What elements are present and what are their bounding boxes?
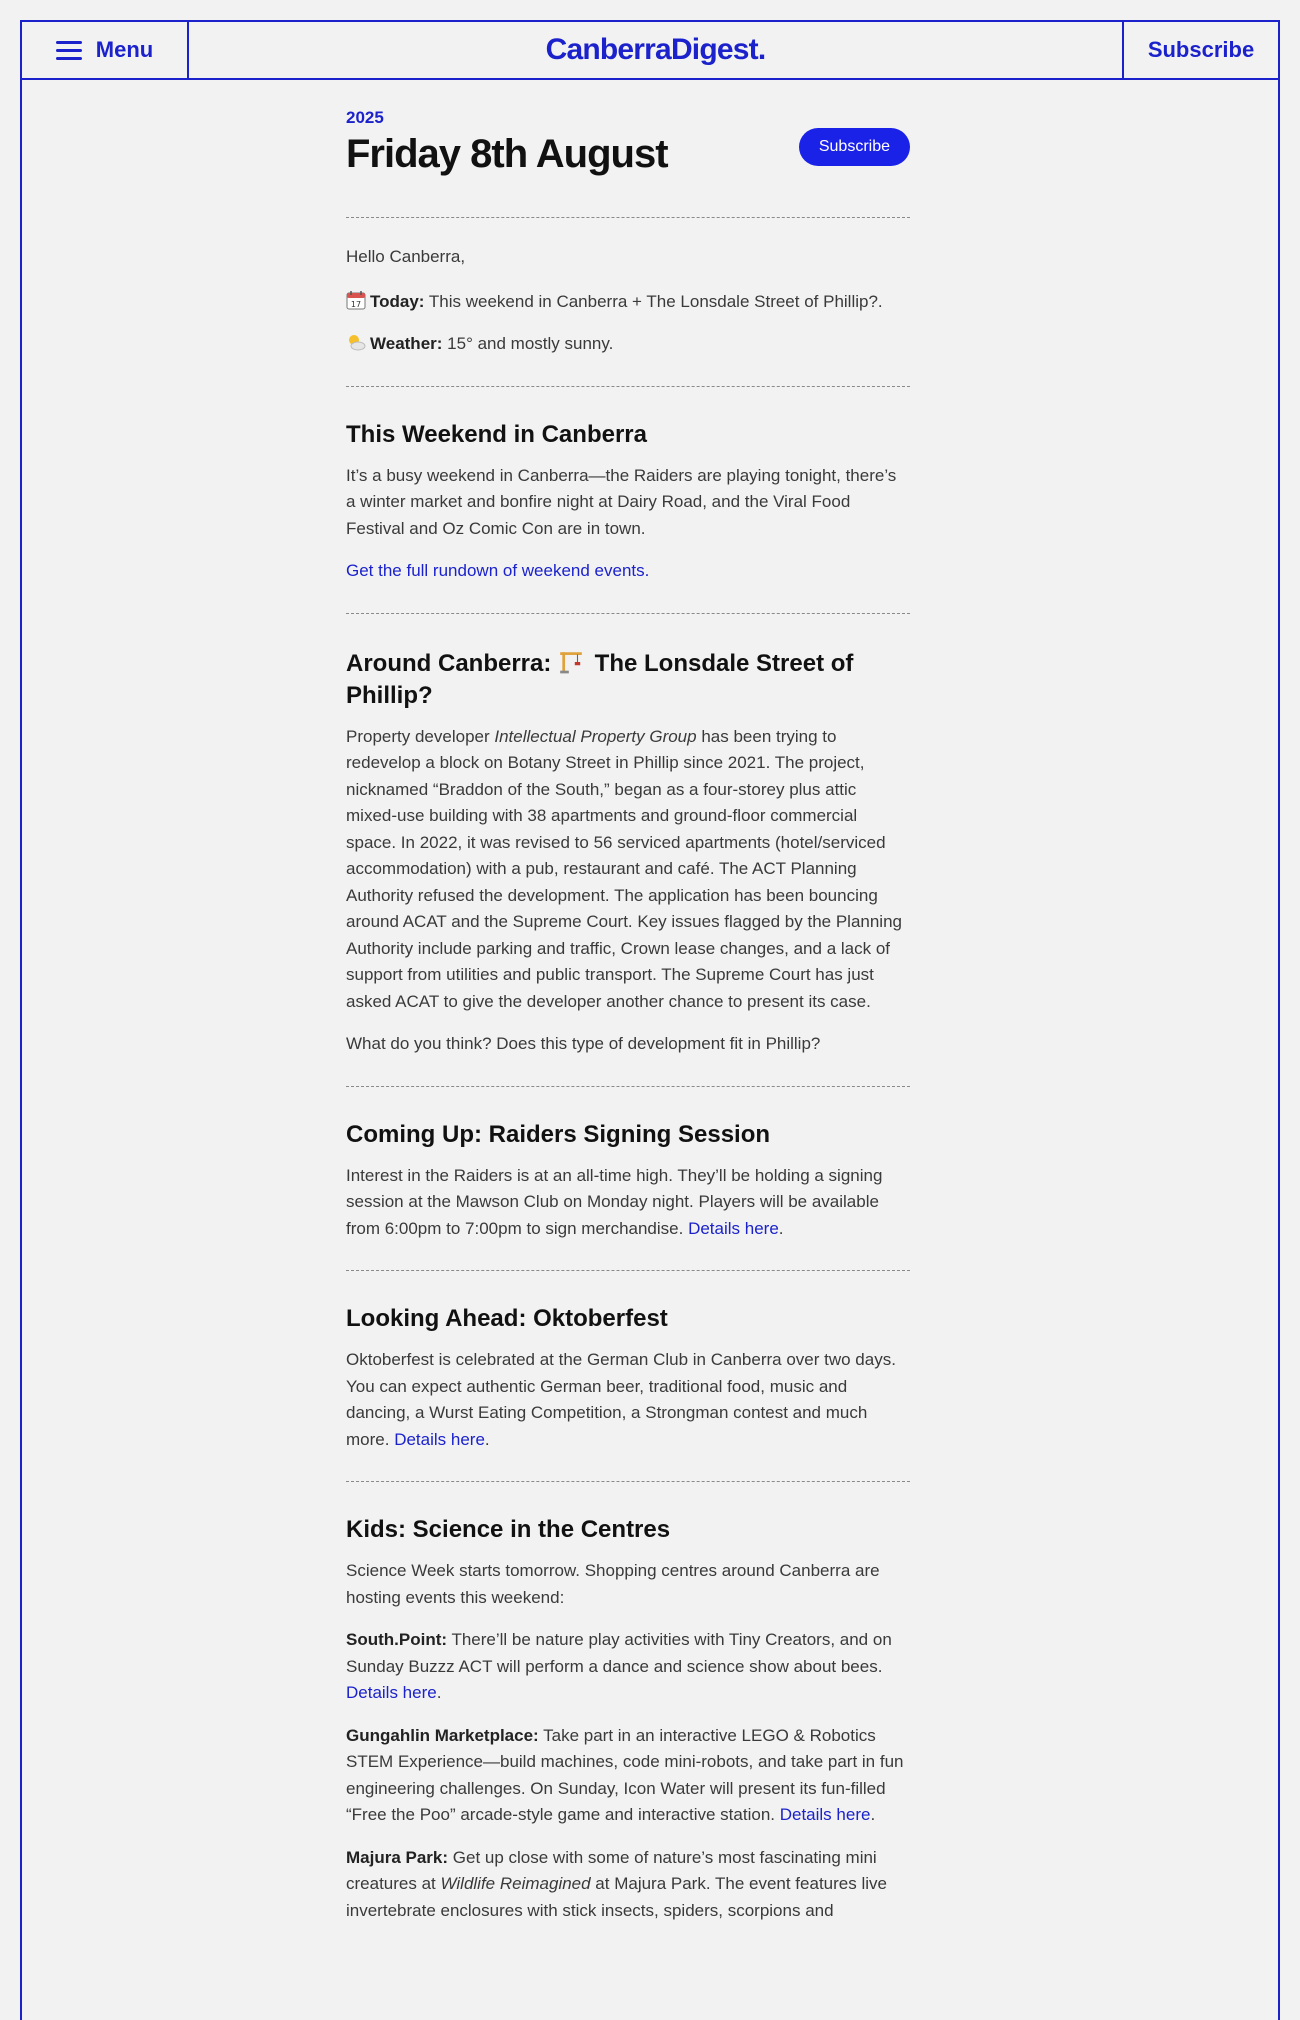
- gungahlin-details-link[interactable]: Details here: [779, 1805, 871, 1824]
- subscribe-button[interactable]: Subscribe: [799, 128, 910, 166]
- divider: [346, 1086, 910, 1087]
- weekend-link-line: Get the full rundown of weekend events.: [346, 561, 650, 580]
- around-body: Property developer Intellectual Property Group has been trying to redevelop a block on Botany Street in Phillip since 2021. The project, nicknamed “Braddon of the South,” began as a four-storey plus attic mixed-use building with 38 apartments and ground-floor commercial space. In 2022, it was revised to 56 serviced apartments (hotel/serviced accommodation) with a pub, restaurant and café. The ACT Planning Authority refused the development. The application has been bouncing around ACAT and the Supreme Court. Key issues flagged by the Planning Authority include parking and traffic, Crown lease changes, and a lack of support from utilities and public transport. The Supreme Court has just asked ACAT to give the developer another chance to present its case.: [346, 726, 902, 1011]
- kids-intro: Science Week starts tomorrow. Shopping centres around Canberra are hosting events this weekend:: [346, 1561, 880, 1607]
- section-title-kids: Kids: Science in the Centres: [346, 1516, 671, 1543]
- divider: [346, 613, 910, 614]
- section-title-around: Around Canberra: The Lonsdale Street of Phillip?: [346, 649, 854, 709]
- oktoberfest-body: Oktoberfest is celebrated at the German Club in Canberra over two days. You can expect authentic German beer, traditional food, music and dancing, a Wurst Eating Competition, a Strongman contest and much more. Details here.: [346, 1350, 896, 1449]
- section-title-oktoberfest: Looking Ahead: Oktoberfest: [346, 1305, 668, 1332]
- divider: [346, 1270, 910, 1271]
- kids-majura: Majura Park: Get up close with some of nature’s most fascinating mini creatures at Wildlife Reimagined at Majura Park. The event features live invertebrate enclosures with stick insects, spiders, scorpions and: [346, 1847, 887, 1920]
- issue-year: 2025: [346, 108, 384, 127]
- today-line: [346, 289, 910, 316]
- header-subscribe-button[interactable]: Subscribe: [1122, 22, 1278, 78]
- menu-label: Menu: [95, 37, 154, 62]
- kids-southpoint: South.Point: There’ll be nature play activities with Tiny Creators, and on Sunday Buzzz ACT will perform a dance and science show about bees. Details here.: [346, 1630, 892, 1702]
- oktoberfest-details-link[interactable]: Details here: [394, 1429, 485, 1449]
- southpoint-details-link[interactable]: Details here: [346, 1683, 437, 1702]
- around-question: What do you think? Does this type of development fit in Phillip?: [346, 1034, 821, 1053]
- divider: [346, 1481, 910, 1482]
- kids-gungahlin: Gungahlin Marketplace: Take part in an interactive LEGO & Robotics STEM Experience—build machines, code mini-robots, and take part in fun engineering challenges. On Sunday, Icon Water will present its fun-filled “Free the Poo” arcade-style game and interactive station. Details here.: [346, 1725, 904, 1824]
- raiders-body: Interest in the Raiders is at an all-time high. They’ll be holding a signing session at the Mawson Club on Monday night. Players will be available from 6:00pm to 7:00pm to sign merchandise. Details here.: [346, 1165, 883, 1238]
- hamburger-icon: [56, 40, 82, 60]
- top-navigation-bar: [22, 22, 1278, 80]
- sun-cloud-icon: [346, 332, 366, 352]
- greeting: Hello Canberra,: [346, 247, 466, 266]
- newsletter-content: [346, 108, 910, 1924]
- weekend-events-link[interactable]: Get the full rundown of weekend events: [346, 561, 645, 580]
- weekend-body: It’s a busy weekend in Canberra—the Raiders are playing tonight, there’s a winter market and bonfire night at Dairy Road, and the Viral Food Festival and Oz Comic Con are in town.: [346, 465, 897, 538]
- divider: [346, 386, 910, 387]
- calendar-icon: [346, 290, 366, 310]
- section-title-raiders: Coming Up: Raiders Signing Session: [346, 1120, 771, 1148]
- weather-text: 15° and mostly sunny.: [442, 334, 614, 353]
- raiders-details-link[interactable]: Details here: [688, 1218, 779, 1238]
- weather-line: [346, 331, 910, 358]
- weather-label: Weather:: [370, 334, 443, 353]
- site-logo[interactable]: CanberraDigest.: [545, 33, 766, 66]
- today-label: Today:: [370, 291, 425, 311]
- divider: [346, 217, 910, 218]
- issue-date: Friday 8th August: [346, 132, 668, 176]
- today-text: This weekend in Canberra + The Lonsdale Street of Phillip?.: [424, 291, 883, 311]
- menu-button[interactable]: [22, 22, 189, 78]
- construction-crane-icon: [558, 649, 584, 675]
- section-title-weekend: This Weekend in Canberra: [346, 420, 647, 448]
- svg-text:17: 17: [350, 299, 362, 309]
